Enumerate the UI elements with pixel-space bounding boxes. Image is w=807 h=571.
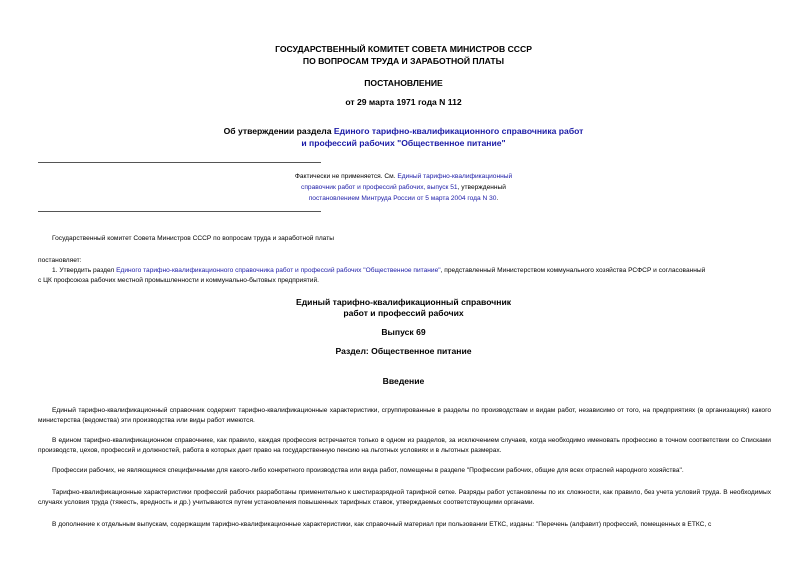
note-line-1 <box>0 172 807 182</box>
note-end: . <box>496 195 499 202</box>
section-title-line-1: Единый тарифно-квалификационный справочник <box>295 297 512 307</box>
document-type: ПОСТАНОВЛЕНИЕ <box>364 78 443 88</box>
note-link-etks[interactable]: Единый тарифно-квалификационный <box>397 173 513 180</box>
header-line-2: ПО ВОПРОСАМ ТРУДА И ЗАРАБОТНОЙ ПЛАТЫ <box>302 56 505 66</box>
document-title <box>0 126 807 137</box>
title-prefix: Об утверждении раздела <box>223 126 334 136</box>
title-link-etks-cont[interactable]: и профессий рабочих "Общественное питание" <box>301 138 506 148</box>
section-title-line-2: работ и профессий рабочих <box>343 308 464 318</box>
document-date-number: от 29 марта 1971 года N 112 <box>345 97 462 107</box>
item-1-line-2: с ЦК профсоюза рабочих местной промышленности и коммунально-бытовых предприятий. <box>38 277 319 284</box>
item-1-line-1 <box>52 266 782 276</box>
note-line-2 <box>0 183 807 193</box>
resolves-text: постановляет: <box>38 257 82 264</box>
note-link-resolution[interactable]: постановлением Минтруда России от 5 марта 2004 года N 30 <box>308 195 497 202</box>
section-intro-heading: Введение <box>382 376 425 386</box>
item-1-prefix: 1. Утвердить раздел <box>52 267 117 274</box>
paragraph-3: Профессии рабочих, не являющиеся специфичными для какого-либо конкретного производства или вида работ, помещены в разделе "Профессии рабочих, общие для всех отраслей народного хозяйства". <box>52 467 684 474</box>
paragraph-4: Тарифно-квалификационные характеристики профессий рабочих разработаны применительно к шестиразрядной тарифной сетке. Разряды работ установлены по их сложности, как правило, без учета условий труда. В необходимых случаях условия труда (тяжесть, вредность и др.) учитываются путем установления повышенных тарифных ставок, утверждаемых соответствующими органами. <box>38 489 771 506</box>
item-1-rest: , представленный Министерством коммунального хозяйства РСФСР и согласованный <box>440 267 706 274</box>
note-link-issue51[interactable]: справочник работ и профессий рабочих, выпуск 51 <box>301 184 458 191</box>
paragraph-1: Единый тарифно-квалификационный справочник содержит тарифно-квалификационные характеристики, сгруппированные в разделы по производствам и видам работ, независимо от того, на предприятиях (в организациях) какого министерства (ведомства) эти производства или виды работ имеются. <box>38 407 771 424</box>
divider-top <box>38 162 321 163</box>
title-link-etks[interactable]: Единого тарифно-квалификационного справочника работ <box>333 126 584 136</box>
paragraph-5: В дополнение к отдельным выпускам, содержащим тарифно-квалификационные характеристики, как справочный материал при пользовании ЕТКС, изданы: "Перечень (алфавит) профессий, помещенных в ЕТКС, с <box>52 521 712 528</box>
divider-bottom <box>38 211 321 212</box>
note-mid: , утвержденный <box>457 184 506 191</box>
note-prefix: Фактически не применяется. См. <box>294 173 398 180</box>
note-line-3 <box>0 194 807 204</box>
header-line-1: ГОСУДАРСТВЕННЫЙ КОМИТЕТ СОВЕТА МИНИСТРОВ СССР <box>275 44 532 54</box>
document-title-line-2 <box>0 138 807 149</box>
paragraph-2: В едином тарифно-квалификационном справочнике, как правило, каждая профессия встречается только в одном из разделов, за исключением случаев, когда необходимо именовать профессию в точном соответствии со Списками производств, цехов, профессий и должностей, работа в которых дает право на государственную пенсию на льготных условиях и в льготных размерах. <box>38 437 771 454</box>
section-part: Раздел: Общественное питание <box>335 346 472 356</box>
item-1-link[interactable]: Единого тарифно-квалификационного справочника работ и профессий рабочих "Общественное питание" <box>116 267 441 274</box>
section-issue: Выпуск 69 <box>381 327 426 337</box>
committee-text: Государственный комитет Совета Министров СССР по вопросам труда и заработной платы <box>52 235 334 242</box>
